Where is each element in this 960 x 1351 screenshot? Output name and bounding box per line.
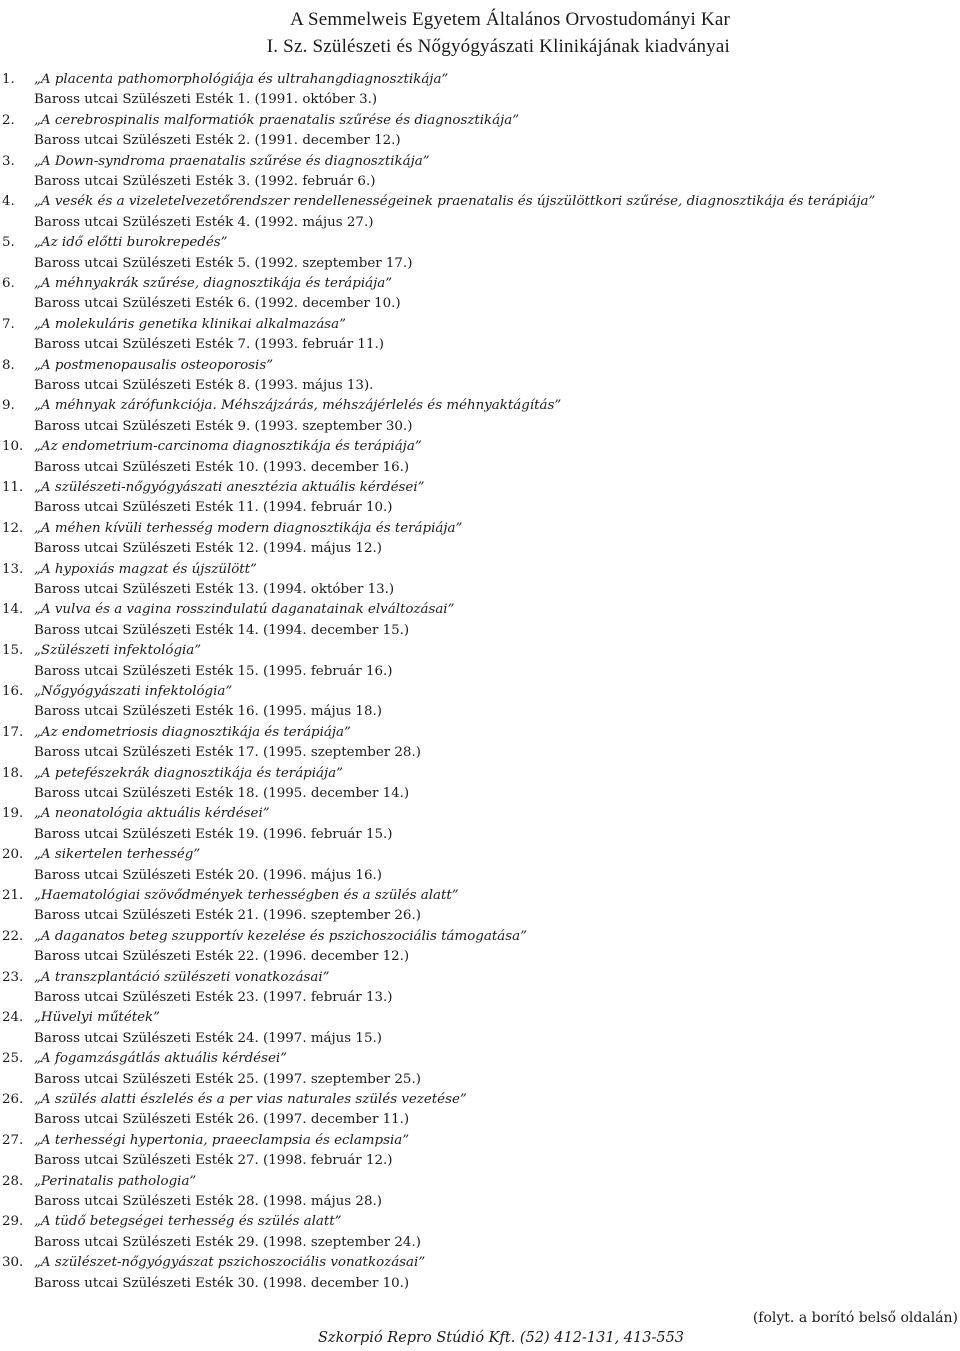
entry-details: Baross utcai Szülészeti Esték 8. (1993. május 13).	[34, 377, 374, 393]
continued-note: (folyt. a borító belső oldalán)	[752, 1310, 958, 1326]
list-item	[2, 315, 956, 356]
entry-title: „A méhen kívüli terhesség modern diagnosztikája és terápiája”	[34, 520, 463, 536]
entry-title: „Az endometrium-carcinoma diagnosztikája és terápiája”	[34, 439, 422, 455]
entry-details: Baross utcai Szülészeti Esték 25. (1997. szeptember 25.)	[34, 1071, 421, 1087]
entry-details: Baross utcai Szülészeti Esték 12. (1994. május 12.)	[34, 541, 382, 557]
entry-number: 19.	[2, 806, 24, 822]
list-item	[2, 764, 956, 805]
list-item	[2, 437, 956, 478]
list-item	[2, 152, 956, 193]
entry-details: Baross utcai Szülészeti Esték 30. (1998. december 10.)	[34, 1275, 410, 1291]
entry-number: 8.	[2, 357, 15, 373]
entry-number: 16.	[2, 683, 24, 699]
entry-number: 7.	[2, 316, 15, 332]
printer-footer: Szkorpió Repro Stúdió Kft. (52) 412-131, 413-553	[318, 1330, 685, 1346]
entry-title: „A Down-syndroma praenatalis szűrése és diagnosztikája”	[34, 153, 430, 169]
list-item	[2, 1172, 956, 1213]
header-line-2: I. Sz. Szülészeti és Nőgyógyászati Klinikájának kiadványai	[266, 36, 730, 57]
entry-number: 18.	[2, 765, 24, 781]
entry-number: 5.	[2, 235, 15, 251]
entry-details: Baross utcai Szülészeti Esték 23. (1997. február 13.)	[34, 989, 393, 1005]
list-item	[2, 641, 956, 682]
entry-title: „A daganatos beteg szupportív kezelése és pszichoszociális támogatása”	[34, 928, 527, 944]
entry-title: „A vesék és a vizeletelvezetőrendszer rendellenességeinek praenatalis és újszülöttkori szűrése, diagnosztikája és terápiája”	[34, 194, 876, 210]
entry-number: 30.	[2, 1255, 24, 1271]
list-item	[2, 356, 956, 397]
publication-list	[2, 70, 956, 1294]
entry-number: 11.	[2, 479, 24, 495]
entry-details: Baross utcai Szülészeti Esték 27. (1998. február 12.)	[34, 1153, 393, 1169]
entry-title: „Az idő előtti burokrepedés”	[34, 235, 228, 251]
list-item	[2, 886, 956, 927]
page-header	[267, 6, 730, 60]
entry-details: Baross utcai Szülészeti Esték 2. (1991. december 12.)	[34, 133, 401, 149]
entry-title: „A szülészeti-nőgyógyászati anesztézia aktuális kérdései”	[34, 479, 425, 495]
entry-details: Baross utcai Szülészeti Esték 19. (1996. február 15.)	[34, 826, 393, 842]
list-item	[2, 804, 956, 845]
entry-title: „A postmenopausalis osteoporosis”	[34, 357, 274, 373]
entry-details: Baross utcai Szülészeti Esték 5. (1992. szeptember 17.)	[34, 255, 413, 271]
entry-details: Baross utcai Szülészeti Esték 17. (1995. szeptember 28.)	[34, 745, 421, 761]
header-line-1: A Semmelweis Egyetem Általános Orvostudományi Kar	[290, 9, 730, 30]
entry-details: Baross utcai Szülészeti Esték 1. (1991. október 3.)	[34, 92, 378, 108]
entry-details: Baross utcai Szülészeti Esték 16. (1995. május 18.)	[34, 704, 382, 720]
entry-title: „A szülészet-nőgyógyászat pszichoszociális vonatkozásai”	[34, 1255, 426, 1271]
list-item	[2, 1008, 956, 1049]
entry-title: „Szülészeti infektológia”	[34, 643, 202, 659]
entry-title: „A cerebrospinalis malformatiók praenatalis szűrése és diagnosztikája”	[34, 112, 520, 128]
entry-number: 6.	[2, 275, 15, 291]
list-item	[2, 1212, 956, 1253]
entry-title: „A hypoxiás magzat és újszülött”	[34, 561, 257, 577]
entry-details: Baross utcai Szülészeti Esték 18. (1995. december 14.)	[34, 785, 410, 801]
entry-details: Baross utcai Szülészeti Esték 15. (1995. február 16.)	[34, 663, 393, 679]
entry-details: Baross utcai Szülészeti Esték 13. (1994. október 13.)	[34, 581, 395, 597]
entry-title: „A tüdő betegségei terhesség és szülés alatt”	[34, 1214, 342, 1230]
entry-title: „A vulva és a vagina rosszindulatú daganatainak elváltozásai”	[34, 602, 455, 618]
entry-title: „Hüvelyi műtétek”	[34, 1010, 161, 1026]
entry-title: „Nőgyógyászati infektológia”	[34, 683, 233, 699]
entry-number: 27.	[2, 1132, 24, 1148]
entry-details: Baross utcai Szülészeti Esték 28. (1998. május 28.)	[34, 1193, 382, 1209]
entry-title: „Haematológiai szövődmények terhességben és a szülés alatt”	[34, 887, 459, 903]
list-item	[2, 927, 956, 968]
entry-title: „Az endometriosis diagnosztikája és terápiája”	[34, 724, 351, 740]
entry-title: „A szülés alatti észlelés és a per vias naturales szülés vezetése”	[34, 1091, 467, 1107]
entry-number: 28.	[2, 1173, 24, 1189]
entry-number: 2.	[2, 112, 15, 128]
entry-title: „A petefészekrák diagnosztikája és terápiája”	[34, 765, 344, 781]
entry-title: „A fogamzásgátlás aktuális kérdései”	[34, 1051, 288, 1067]
entry-title: „A neonatológia aktuális kérdései”	[34, 806, 270, 822]
list-item	[2, 1090, 956, 1131]
entry-details: Baross utcai Szülészeti Esték 9. (1993. szeptember 30.)	[34, 418, 413, 434]
entry-number: 15.	[2, 643, 24, 659]
list-item	[2, 1253, 956, 1294]
entry-number: 10.	[2, 439, 24, 455]
entry-details: Baross utcai Szülészeti Esték 11. (1994. február 10.)	[34, 500, 393, 516]
list-item	[2, 274, 956, 315]
entry-number: 4.	[2, 194, 15, 210]
list-item	[2, 70, 956, 111]
list-item	[2, 396, 956, 437]
entry-title: „A terhességi hypertonia, praeeclampsia és eclampsia”	[34, 1132, 410, 1148]
entry-details: Baross utcai Szülészeti Esték 20. (1996. május 16.)	[34, 867, 382, 883]
entry-details: Baross utcai Szülészeti Esték 4. (1992. május 27.)	[34, 214, 374, 230]
entry-number: 24.	[2, 1010, 24, 1026]
list-item	[2, 682, 956, 723]
list-item	[2, 845, 956, 886]
list-item	[2, 111, 956, 152]
entry-details: Baross utcai Szülészeti Esték 10. (1993. december 16.)	[34, 459, 410, 475]
entry-number: 26.	[2, 1091, 24, 1107]
entry-details: Baross utcai Szülészeti Esték 29. (1998. szeptember 24.)	[34, 1234, 421, 1250]
list-item	[2, 600, 956, 641]
entry-details: Baross utcai Szülészeti Esték 26. (1997. december 11.)	[34, 1112, 410, 1128]
entry-number: 13.	[2, 561, 24, 577]
entry-number: 22.	[2, 928, 24, 944]
list-item	[2, 233, 956, 274]
entry-number: 21.	[2, 887, 24, 903]
entry-details: Baross utcai Szülészeti Esték 22. (1996. december 12.)	[34, 949, 410, 965]
list-item	[2, 1131, 956, 1172]
entry-title: „A sikertelen terhesség”	[34, 847, 201, 863]
entry-number: 3.	[2, 153, 15, 169]
list-item	[2, 192, 956, 233]
entry-number: 25.	[2, 1051, 24, 1067]
entry-details: Baross utcai Szülészeti Esték 7. (1993. február 11.)	[34, 337, 384, 353]
entry-title: „A méhnyak zárófunkciója. Méhszájzárás, méhszájérlelés és méhnyaktágítás”	[34, 398, 562, 414]
entry-number: 20.	[2, 847, 24, 863]
entry-title: „Perinatalis pathologia”	[34, 1173, 197, 1189]
entry-number: 9.	[2, 398, 15, 414]
entry-number: 1.	[2, 72, 15, 87]
entry-title: „A molekuláris genetika klinikai alkalmazása”	[34, 316, 346, 332]
entry-number: 29.	[2, 1214, 24, 1230]
entry-details: Baross utcai Szülészeti Esték 3. (1992. február 6.)	[34, 173, 376, 189]
entry-details: Baross utcai Szülészeti Esték 24. (1997. május 15.)	[34, 1030, 382, 1046]
entry-number: 14.	[2, 602, 24, 618]
list-item	[2, 478, 956, 519]
entry-title: „A transzplantáció szülészeti vonatkozásai”	[34, 969, 330, 985]
list-item	[2, 723, 956, 764]
entry-title: „A placenta pathomorphológiája és ultrahangdiagnosztikája”	[34, 72, 449, 87]
entry-title: „A méhnyakrák szűrése, diagnosztikája és terápiája”	[34, 275, 393, 291]
entry-details: Baross utcai Szülészeti Esték 6. (1992. december 10.)	[34, 296, 401, 312]
entry-number: 12.	[2, 520, 24, 536]
entry-number: 17.	[2, 724, 24, 740]
entry-details: Baross utcai Szülészeti Esték 14. (1994. december 15.)	[34, 622, 410, 638]
list-item	[2, 1049, 956, 1090]
entry-number: 23.	[2, 969, 24, 985]
list-item	[2, 519, 956, 560]
entry-details: Baross utcai Szülészeti Esték 21. (1996. szeptember 26.)	[34, 908, 421, 924]
list-item	[2, 968, 956, 1009]
list-item	[2, 560, 956, 601]
